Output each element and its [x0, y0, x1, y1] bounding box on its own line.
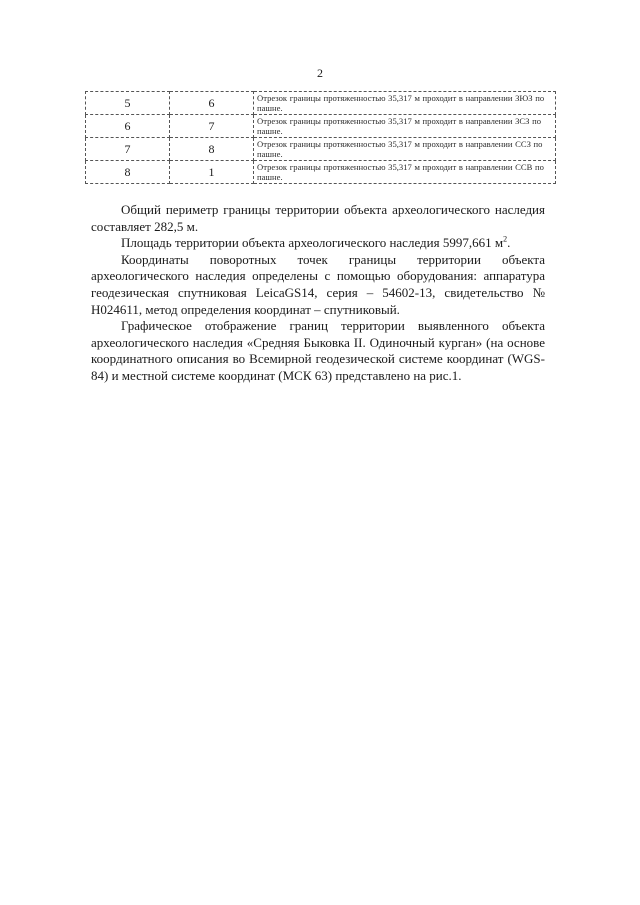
perimeter-paragraph: Общий периметр границы территории объекта археологического наследия составляет 282,5 м.: [91, 202, 545, 234]
segment-description: Отрезок границы протяженностью 35,317 м проходит в направлении ЗЮЗ по пашне.: [254, 92, 556, 115]
graphic-paragraph: Графическое отображение границ территории выявленного объекта археологического наследия «Средняя Быковка II. Одиночный курган» (на основе координатного описания во Всемирной геодезической системе координат (WGS-84) и местной системе координат (МСК 63) представлено на рис.1.: [91, 318, 545, 383]
page-number: 2: [317, 66, 323, 80]
table-row: [86, 138, 556, 161]
segment-description: Отрезок границы протяженностью 35,317 м проходит в направлении ЗСЗ по пашне.: [254, 115, 556, 138]
area-text: Площадь территории объекта археологического наследия 5997,661 м: [121, 235, 504, 251]
area-unit-superscript: 2: [503, 234, 508, 244]
body-text: [91, 202, 545, 385]
point-to: 6: [170, 92, 254, 115]
segment-description: Отрезок границы протяженностью 35,317 м проходит в направлении ССЗ по пашне.: [254, 138, 556, 161]
point-from: 6: [86, 115, 170, 138]
segment-description: Отрезок границы протяженностью 35,317 м проходит в направлении ССВ по пашне.: [254, 161, 556, 184]
point-from: 8: [86, 161, 170, 184]
boundary-segments-table: [85, 91, 556, 184]
point-from: 5: [86, 92, 170, 115]
coordinates-paragraph: Координаты поворотных точек границы территории объекта археологического наследия определены с помощью оборудования: аппаратура геодезическая спутниковая LeicaGS14, серия – 54602-13, свидетельство № Н024611, метод определения координат – спутниковый.: [91, 251, 545, 317]
table-row: [86, 161, 556, 184]
area-period: .: [507, 235, 511, 251]
point-to: 8: [170, 138, 254, 161]
point-from: 7: [86, 138, 170, 161]
area-paragraph: [91, 235, 545, 252]
table-row: [86, 115, 556, 138]
table-row: [86, 92, 556, 115]
point-to: 1: [170, 161, 254, 184]
point-to: 7: [170, 115, 254, 138]
